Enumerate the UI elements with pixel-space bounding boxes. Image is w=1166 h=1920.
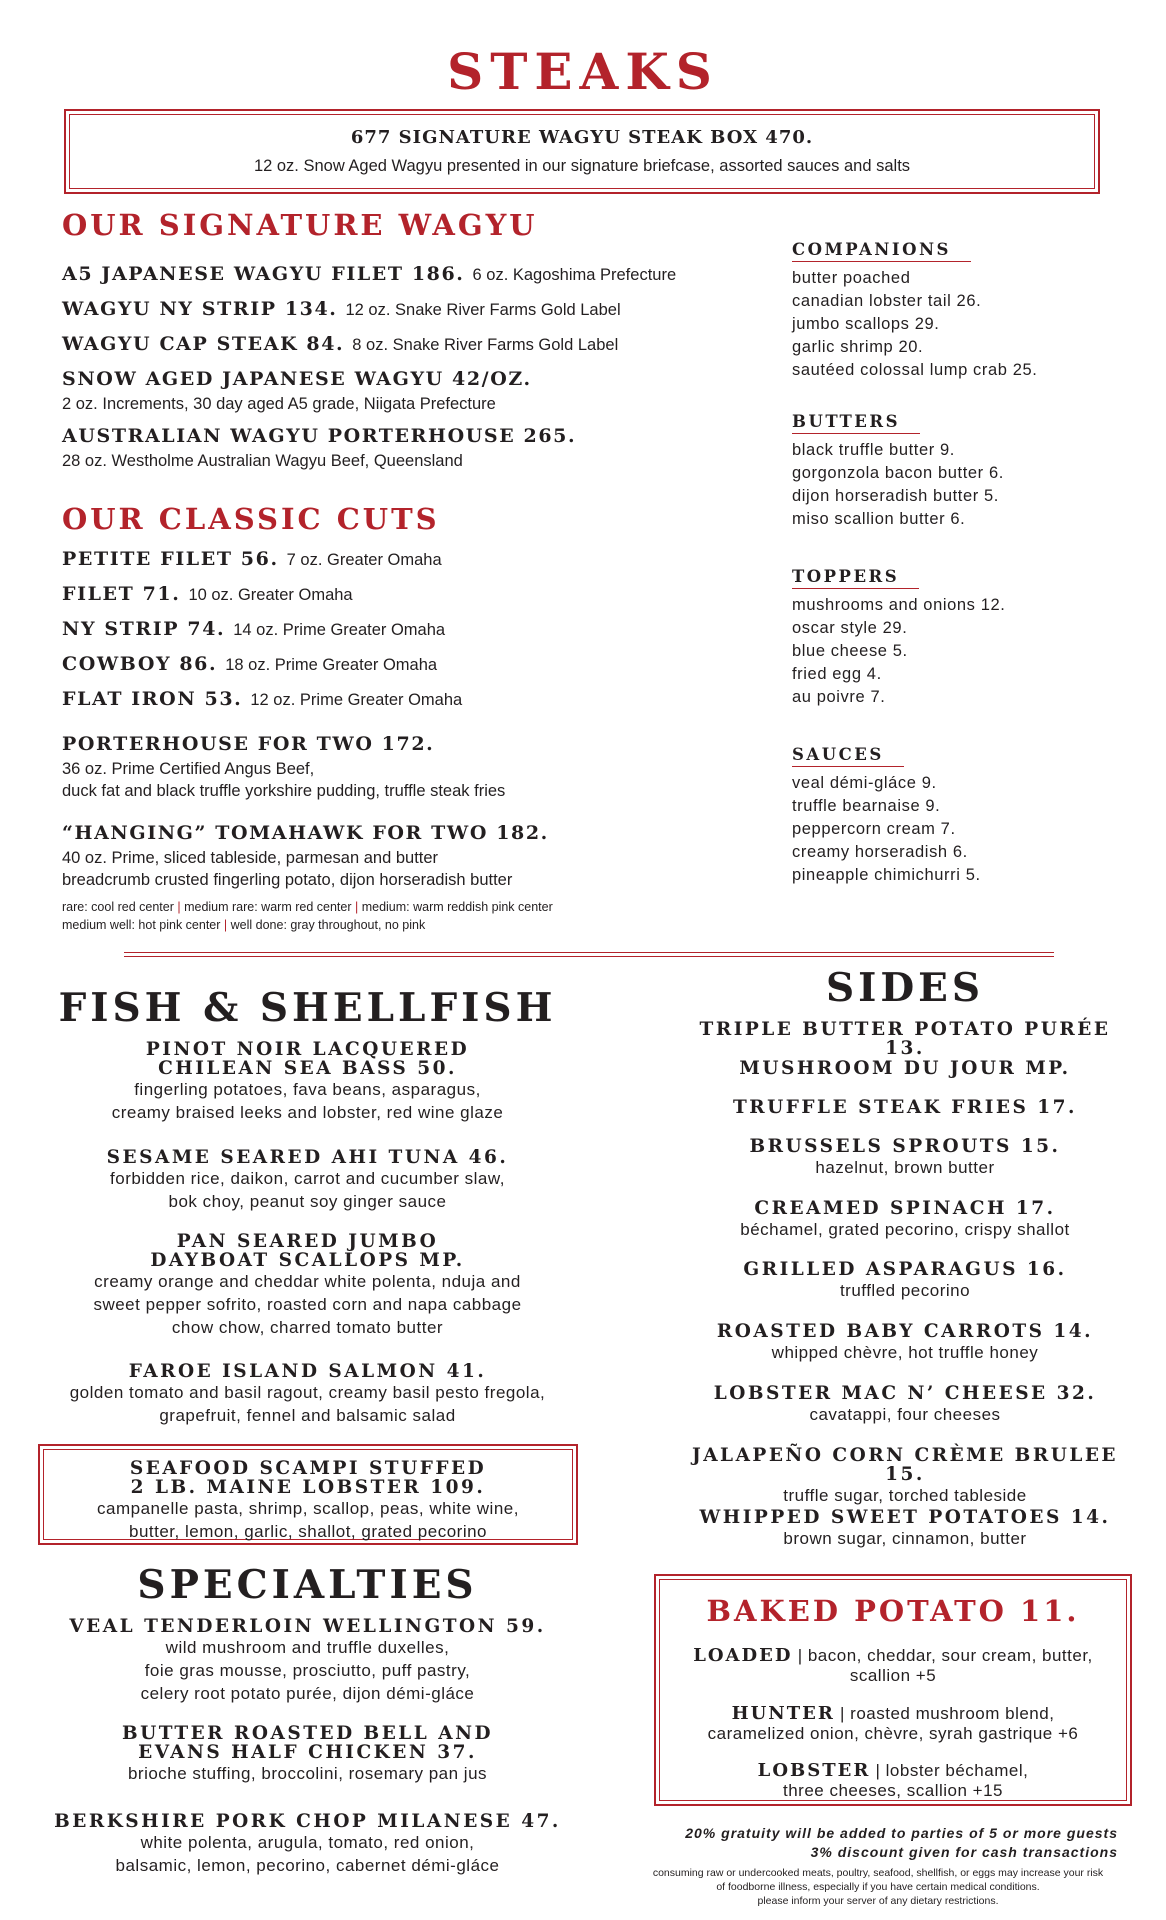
fish-heading: FISH & SHELLFISH: [58, 985, 557, 1031]
butters-section: [792, 412, 1122, 531]
companions-list: butter poached canadian lobster tail 26. jumbo scallops 29. garlic shrimp 20. sautéed colossal lump crab 25.: [792, 269, 1038, 379]
menu-item: [62, 583, 353, 605]
butters-list: black truffle butter 9. gorgonzola bacon butter 6. dijon horseradish butter 5. miso scallion butter 6.: [792, 441, 1004, 528]
side-item: WHIPPED SWEET POTATOES 14. brown sugar, cinnamon, butter: [699, 1507, 1111, 1548]
baked-option: LOADED | bacon, cheddar, sour cream, butter, scallion +5: [693, 1645, 1093, 1685]
side-item: JALAPEÑO CORN CRÈME BRULEE 15. truffle sugar, torched tableside: [691, 1445, 1119, 1505]
lobster-desc: butter, lemon, garlic, shallot, grated pecorino: [128, 1522, 488, 1541]
classic-cuts-heading: OUR CLASSIC CUTS: [62, 502, 440, 536]
item-name: FLAT IRON 53.: [62, 688, 243, 710]
baked-option: HUNTER | roasted mushroom blend, caramelized onion, chèvre, syrah gastrique +6: [707, 1703, 1079, 1743]
item-desc: duck fat and black truffle yorkshire pudding, truffle steak fries: [62, 782, 506, 800]
item-name: COWBOY 86.: [62, 653, 218, 675]
item-name: PETITE FILET 56.: [62, 548, 279, 570]
menu-item: [62, 333, 618, 355]
companions-section: [792, 240, 1122, 382]
item-name: FILET 71.: [62, 583, 181, 605]
item-desc: 18 oz. Prime Greater Omaha: [225, 656, 438, 674]
menu-item: [62, 618, 445, 640]
fish-item: PAN SEARED JUMBO DAYBOAT SCALLOPS MP. creamy orange and cheddar white polenta, nduja and sweet pepper sofrito, roasted corn and napa cabbage chow chow, charred tomato butter: [93, 1231, 522, 1337]
menu-item: [62, 653, 437, 675]
item-desc: 2 oz. Increments, 30 day aged A5 grade, Niigata Prefecture: [62, 395, 496, 413]
item-name: WAGYU CAP STEAK 84.: [62, 333, 345, 355]
item-name: WAGYU NY STRIP 134.: [62, 298, 338, 320]
fish-section: [30, 985, 585, 1031]
companions-heading: COMPANIONS: [792, 240, 971, 262]
section-divider: [124, 952, 1054, 953]
butters-heading: BUTTERS: [792, 412, 920, 434]
side-item: LOBSTER MAC N’ CHEESE 32. cavatappi, four cheeses: [713, 1383, 1097, 1424]
item-name: AUSTRALIAN WAGYU PORTERHOUSE 265.: [62, 425, 577, 447]
menu-item: [62, 263, 676, 285]
fish-item: PINOT NOIR LACQUERED CHILEAN SEA BASS 50. fingerling potatoes, fava beans, asparagus, creamy braised leeks and lobster, red wine glaze: [111, 1039, 504, 1122]
sides-section: [680, 965, 1130, 1011]
item-desc: 10 oz. Greater Omaha: [188, 586, 353, 604]
lobster-feature-box: [38, 1444, 578, 1545]
fish-item: SESAME SEARED AHI TUNA 46. forbidden rice, daikon, carrot and cucumber slaw, bok choy, peanut soy ginger sauce: [106, 1147, 509, 1211]
item-desc: 7 oz. Greater Omaha: [286, 551, 442, 569]
sauces-list: veal démi-gláce 9. truffle bearnaise 9. peppercorn cream 7. creamy horseradish 6. pineapple chimichurri 5.: [792, 774, 981, 884]
item-name: NY STRIP 74.: [62, 618, 226, 640]
page-title: STEAKS: [447, 42, 719, 101]
signature-steak-box: [64, 109, 1100, 194]
item-desc: 12 oz. Prime Greater Omaha: [250, 691, 463, 709]
menu-item: [62, 733, 434, 755]
side-item: ROASTED BABY CARROTS 14. whipped chèvre, hot truffle honey: [716, 1321, 1094, 1362]
item-desc: 28 oz. Westholme Australian Wagyu Beef, Queensland: [62, 452, 463, 470]
lobster-desc: campanelle pasta, shrimp, scallop, peas, white wine,: [97, 1499, 519, 1518]
sauces-heading: SAUCES: [792, 745, 904, 767]
item-desc: 8 oz. Snake River Farms Gold Label: [352, 336, 619, 354]
item-name: PORTERHOUSE FOR TWO 172.: [62, 733, 435, 755]
specialty-item: VEAL TENDERLOIN WELLINGTON 59. wild mushroom and truffle duxelles, foie gras mousse, prosciutto, puff pastry, celery root potato purée, dijon démi-gláce: [69, 1616, 546, 1703]
menu-item: [62, 822, 549, 844]
item-name: “HANGING” TOMAHAWK FOR TWO 182.: [62, 822, 549, 844]
lobster-name: SEAFOOD SCAMPI STUFFED: [129, 1458, 487, 1479]
menu-item: [62, 688, 462, 710]
side-item: MUSHROOM DU JOUR MP.: [739, 1058, 1071, 1079]
baked-potato-box: [654, 1574, 1132, 1806]
side-item: TRUFFLE STEAK FRIES 17.: [733, 1097, 1077, 1118]
temperature-guide-line1: rare: cool red center | medium rare: warm red center | medium: warm reddish pink center: [62, 900, 553, 914]
item-desc: 14 oz. Prime Greater Omaha: [233, 621, 446, 639]
specialty-item: BUTTER ROASTED BELL AND EVANS HALF CHICKEN 37. brioche stuffing, broccolini, rosemary pan jus: [121, 1723, 494, 1783]
signature-wagyu-heading: OUR SIGNATURE WAGYU: [62, 208, 538, 242]
item-desc: 36 oz. Prime Certified Angus Beef,: [62, 760, 315, 778]
consumer-advisory: consuming raw or undercooked meats, poultry, seafood, shellfish, or eggs may increase your risk of foodborne illness, especially if you have certain medical conditions. please inform your server of any dietary restrictions.: [652, 1867, 1104, 1907]
menu-item: [62, 368, 532, 390]
item-desc: 6 oz. Kagoshima Prefecture: [472, 266, 677, 284]
toppers-section: [792, 567, 1122, 709]
toppers-heading: TOPPERS: [792, 567, 919, 589]
sauces-section: [792, 745, 1122, 887]
side-item: BRUSSELS SPROUTS 15. hazelnut, brown butter: [749, 1136, 1061, 1177]
item-name: SNOW AGED JAPANESE WAGYU 42/OZ.: [62, 368, 532, 390]
specialties-section: [30, 1562, 585, 1608]
section-divider: [124, 956, 1054, 957]
toppers-list: mushrooms and onions 12. oscar style 29. blue cheese 5. fried egg 4. au poivre 7.: [792, 596, 1006, 706]
fish-item: FAROE ISLAND SALMON 41. golden tomato and basil ragout, creamy basil pesto fregola, grapefruit, fennel and balsamic salad: [69, 1361, 546, 1425]
lobster-name: 2 LB. MAINE LOBSTER 109.: [130, 1477, 486, 1498]
menu-item: [62, 425, 576, 447]
baked-option: LOBSTER | lobster béchamel, three cheeses, scallion +15: [757, 1760, 1029, 1800]
side-item: GRILLED ASPARAGUS 16. truffled pecorino: [743, 1259, 1067, 1300]
menu-item: [62, 548, 442, 570]
item-desc: 12 oz. Snake River Farms Gold Label: [345, 301, 621, 319]
specialty-item: BERKSHIRE PORK CHOP MILANESE 47. white polenta, arugula, tomato, red onion, balsamic, lemon, pecorino, cabernet démi-gláce: [54, 1811, 561, 1875]
item-name: A5 JAPANESE WAGYU FILET 186.: [62, 263, 465, 285]
baked-potato-heading: BAKED POTATO 11.: [706, 1594, 1080, 1628]
specialties-heading: SPECIALTIES: [137, 1562, 478, 1608]
signature-box-title: 677 SIGNATURE WAGYU STEAK BOX 470.: [350, 127, 814, 148]
side-item: CREAMED SPINACH 17. béchamel, grated pecorino, crispy shallot: [740, 1198, 1070, 1239]
signature-box-desc: 12 oz. Snow Aged Wagyu presented in our signature briefcase, assorted sauces and salts: [253, 157, 911, 175]
side-item: TRIPLE BUTTER POTATO PURÉE 13.: [699, 1019, 1111, 1059]
temperature-guide-line2: medium well: hot pink center | well done: gray throughout, no pink: [62, 918, 426, 932]
item-desc: breadcrumb crusted fingerling potato, dijon horseradish butter: [62, 871, 513, 889]
gratuity-note: 20% gratuity will be added to parties of 5 or more guests 3% discount given for cash transactions: [685, 1825, 1118, 1860]
menu-item: [62, 298, 621, 320]
item-desc: 40 oz. Prime, sliced tableside, parmesan and butter: [62, 849, 439, 867]
sides-heading: SIDES: [825, 965, 985, 1011]
